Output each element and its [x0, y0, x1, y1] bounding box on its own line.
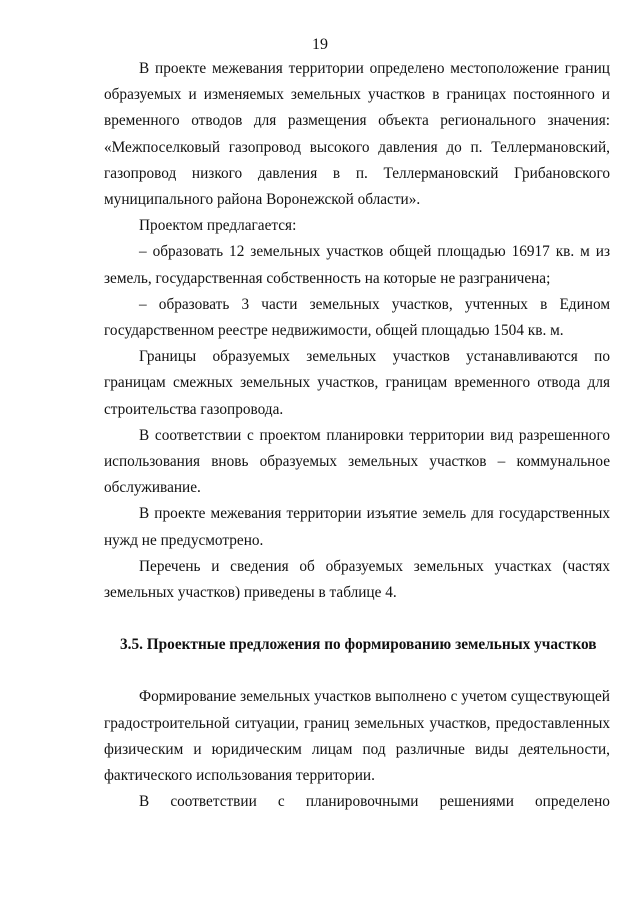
paragraph-formation: Формирование земельных участков выполнено с учетом существующей градостроительной ситуации, границ земельных участков, предоставленных физическим и юридическим лицам под различные виды деятельности, фактического использования территории. [104, 688, 610, 785]
section-heading: 3.5. Проектные предложения по формированию земельных участков [120, 636, 597, 654]
spacer [104, 606, 610, 632]
paragraph-boundaries: Границы образуемых земельных участков устанавливаются по границам смежных земельных участков, границам временного отвода для строительства газопровода. [104, 348, 610, 418]
word: планировочными [305, 793, 419, 811]
word: решениями [439, 793, 514, 811]
word: соответствии [170, 793, 257, 811]
paragraph-item-1: – образовать 12 земельных участков общей площадью 16917 кв. м из земель, государственная собственность на которые не разграничена; [104, 243, 610, 287]
word: В [139, 793, 150, 811]
paragraph-table-reference: Перечень и сведения об образуемых земельных участках (частях земельных участков) приведены в таблице 4. [104, 557, 610, 602]
spacer [104, 658, 610, 684]
page-number: 19 [312, 36, 328, 53]
paragraph-continuation-line [104, 789, 610, 815]
paragraph-permitted-use: В соответствии с проектом планировки территории вид разрешенного использования вновь образуемых земельных участков – коммунальное обслуживание. [104, 426, 610, 497]
paragraph-proposal-lead: Проектом предлагается: [139, 217, 297, 235]
paragraph-land-withdrawal: В проекте межевания территории изъятие земель для государственных нужд не предусмотрено. [104, 505, 610, 549]
word: определено [535, 793, 610, 811]
paragraph-intro: В проекте межевания территории определено местоположение границ образуемых и изменяемых земельных участков в границах постоянного и временного отводов для размещения объекта регионального значения: «Межпоселковый газопровод высокого давления до п. Теллермановский, газопровод низкого давления в п. Теллермановский Грибановского муниципального района Воронежской области». [104, 60, 610, 209]
word: с [277, 793, 285, 811]
page-body [104, 56, 610, 815]
paragraph-item-2: – образовать 3 части земельных участков, учтенных в Едином государственном реестре недвижимости, общей площадью 1504 кв. м. [104, 295, 610, 340]
